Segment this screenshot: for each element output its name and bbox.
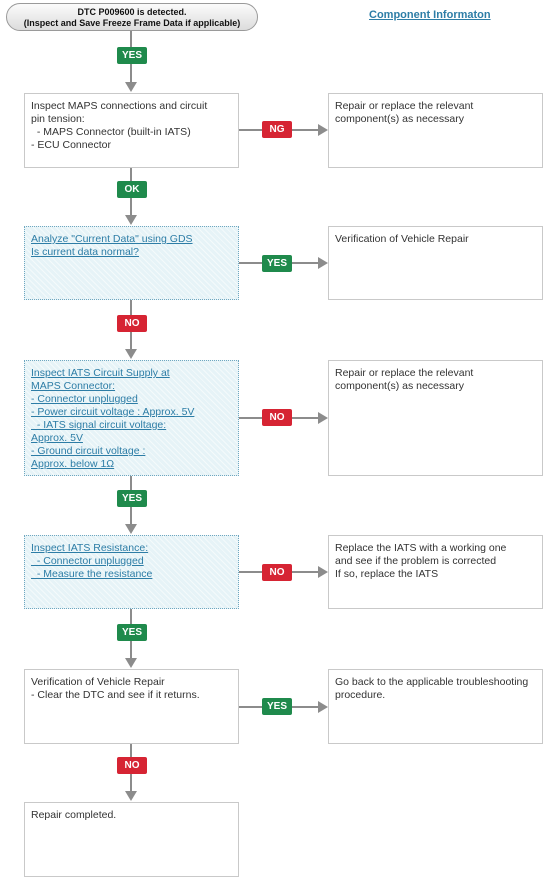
- step-box-2-line[interactable]: Is current data normal?: [31, 246, 139, 258]
- down-badge-yes: YES: [117, 47, 147, 64]
- down-arrowhead: [125, 215, 137, 225]
- step-box-3-line[interactable]: - Ground circuit voltage :: [31, 445, 146, 457]
- step-box-4-line[interactable]: - Measure the resistance: [31, 568, 153, 580]
- step-box-4-line[interactable]: - Connector unplugged: [31, 555, 144, 567]
- outcome-box-1-line: component(s) as necessary: [335, 113, 464, 125]
- step-box-1-line: Inspect MAPS connections and circuit: [31, 100, 208, 112]
- outcome-box-3-line: Repair or replace the relevant: [335, 367, 474, 379]
- outcome-box-4-line: If so, replace the IATS: [335, 568, 439, 580]
- side-arrowhead: [318, 412, 328, 424]
- step-box-5-line: Verification of Vehicle Repair: [31, 676, 165, 688]
- down-arrowhead: [125, 791, 137, 801]
- outcome-box-1-line: Repair or replace the relevant: [335, 100, 474, 112]
- step-box-4[interactable]: [24, 535, 239, 609]
- outcome-box-4-line: and see if the problem is corrected: [335, 555, 497, 567]
- outcome-box-2-line: Verification of Vehicle Repair: [335, 233, 469, 245]
- down-arrowhead: [125, 658, 137, 668]
- outcome-box-2: [328, 226, 543, 300]
- step-box-2-line[interactable]: Analyze "Current Data" using GDS: [31, 233, 193, 245]
- side-arrowhead: [318, 701, 328, 713]
- side-badge-no: NO: [262, 409, 292, 426]
- outcome-box-5-line: Go back to the applicable troubleshooting: [335, 676, 529, 688]
- side-badge-yes: YES: [262, 255, 292, 272]
- down-badge-no: NO: [117, 757, 147, 774]
- step-box-1: [24, 93, 239, 168]
- outcome-box-5: [328, 669, 543, 744]
- start-line-1: DTC P009600 is detected.: [77, 7, 187, 17]
- step-box-6: [24, 802, 239, 877]
- side-badge-yes: YES: [262, 698, 292, 715]
- step-box-1-line: - ECU Connector: [31, 139, 111, 151]
- step-box-4-line[interactable]: Inspect IATS Resistance:: [31, 542, 149, 554]
- down-arrowhead: [125, 349, 137, 359]
- down-badge-no: NO: [117, 315, 147, 332]
- step-box-3-line[interactable]: MAPS Connector:: [31, 380, 116, 392]
- side-badge-no: NO: [262, 564, 292, 581]
- step-box-3-line[interactable]: - Connector unplugged: [31, 393, 138, 405]
- down-arrowhead: [125, 82, 137, 92]
- step-box-2[interactable]: [24, 226, 239, 300]
- down-badge-yes: YES: [117, 624, 147, 641]
- step-box-3[interactable]: [24, 360, 239, 476]
- down-arrowhead: [125, 524, 137, 534]
- step-box-3-line[interactable]: Approx. 5V: [31, 432, 83, 444]
- outcome-box-3-line: component(s) as necessary: [335, 380, 464, 392]
- step-box-1-line: pin tension:: [31, 113, 85, 125]
- down-badge-yes: YES: [117, 490, 147, 507]
- step-box-3-line[interactable]: Approx. below 1Ω: [31, 458, 115, 470]
- step-box-5: [24, 669, 239, 744]
- step-box-6-line: Repair completed.: [31, 809, 117, 821]
- outcome-box-4: [328, 535, 543, 609]
- side-arrowhead: [318, 566, 328, 578]
- step-box-1-line: - MAPS Connector (built-in IATS): [31, 126, 191, 138]
- outcome-box-5-line: procedure.: [335, 689, 386, 701]
- side-arrowhead: [318, 124, 328, 136]
- side-badge-ng: NG: [262, 121, 292, 138]
- step-box-3-line[interactable]: - IATS signal circuit voltage:: [31, 419, 167, 431]
- start-node: [6, 3, 258, 31]
- side-arrowhead: [318, 257, 328, 269]
- step-box-5-line: - Clear the DTC and see if it returns.: [31, 689, 200, 701]
- outcome-box-1: [328, 93, 543, 168]
- outcome-box-3: [328, 360, 543, 476]
- step-box-3-line[interactable]: - Power circuit voltage : Approx. 5V: [31, 406, 195, 418]
- step-box-3-line[interactable]: Inspect IATS Circuit Supply at: [31, 367, 170, 379]
- start-line-2: (Inspect and Save Freeze Frame Data if applicable): [23, 18, 241, 28]
- outcome-box-4-line: Replace the IATS with a working one: [335, 542, 507, 554]
- component-information-link[interactable]: Component Informaton: [369, 9, 491, 21]
- down-badge-ok: OK: [117, 181, 147, 198]
